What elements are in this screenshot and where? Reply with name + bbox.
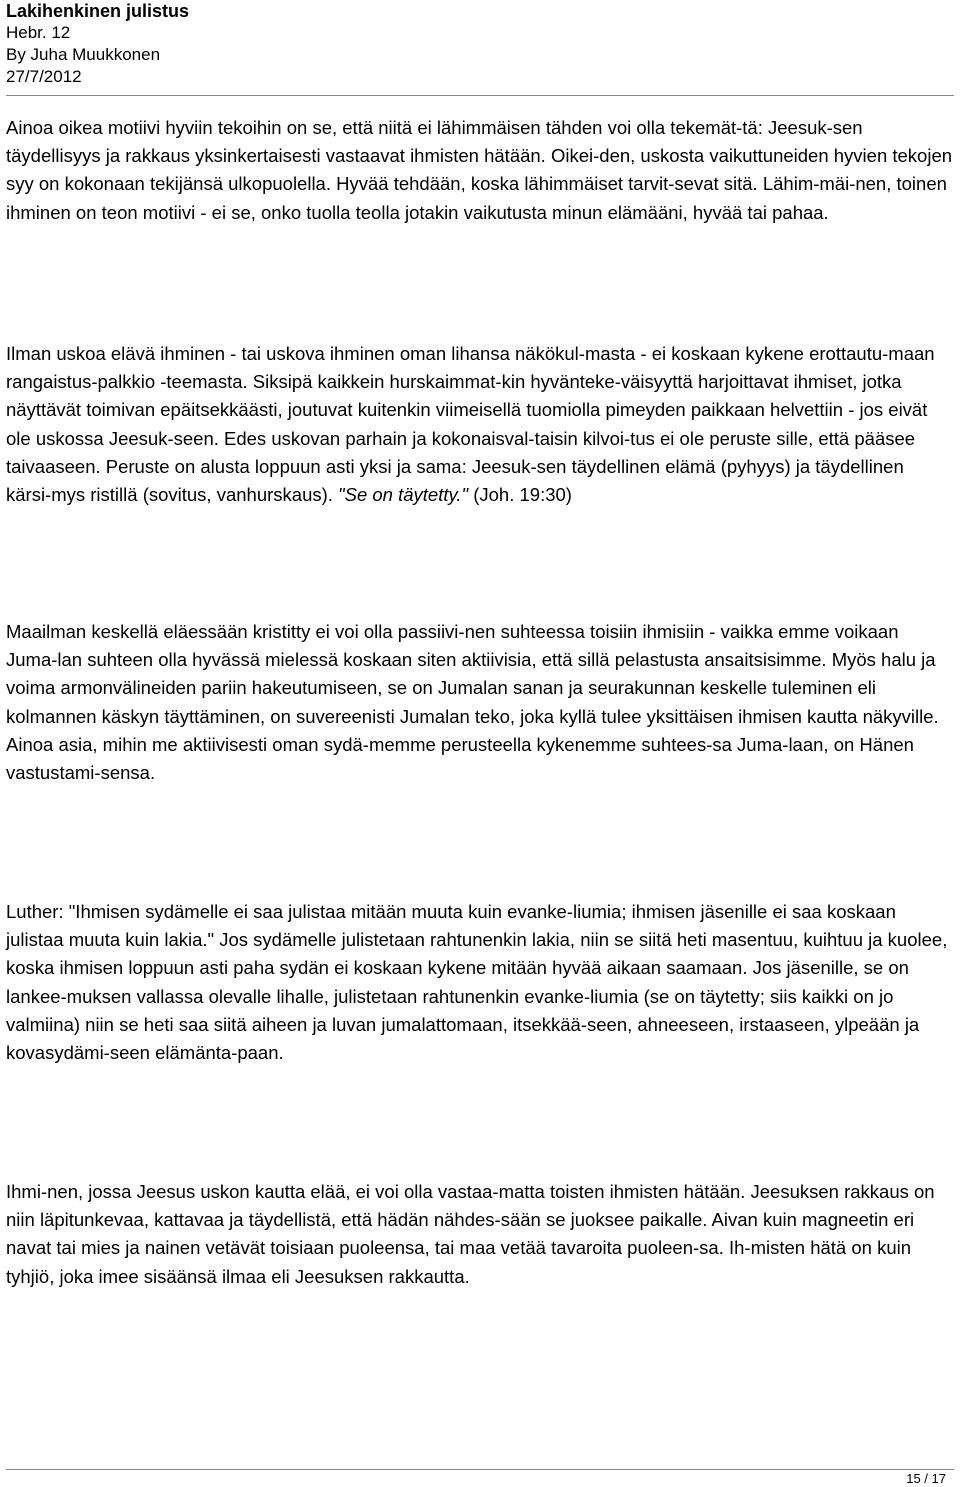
paragraph-text: (Joh. 19:30) — [468, 484, 572, 506]
author-line: By Juha Muukkonen — [6, 45, 161, 64]
paragraph: Ainoa oikea motiivi hyviin tekoihin on se, että niitä ei lähimmäisen tähden voi olla tekemät-tä: Jeesuk-sen täydellisyys ja rakkaus yksinkertaisesti vastaavat ihmisten hätään. Oikei-den, uskosta vaikuttuneiden hyvien tekojen syy on kokonaan tekijänsä ulkopuolella. Hyvää tehdään, koska lähimmäiset tarvit-sevat sitä. Lähim-mäi-nen, toinen ihminen on teon motiivi - ei se, onko tuolla teolla jotakin vaikutusta minun elämääni, hyvää tai pahaa. — [6, 117, 953, 223]
publish-date: 27/7/2012 — [6, 67, 82, 86]
paragraph: Ihmi-nen, jossa Jeesus uskon kautta elää, ei voi olla vastaa-matta toisten ihmisten hätään. Jeesuksen rakkaus on niin läpitunkevaa, kattavaa ja täydellistä, että hädän nähdes-sään se juoksee paikalle. Aivan kuin magneetin eri navat tai mies ja nainen vetävät toisiaan puoleensa, tai maa vetää tavaroita puoleen-sa. Ih-misten hätä on kuin tyhjiö, joka imee sisäänsä ilmaa eli Jeesuksen rakkautta. — [6, 1181, 935, 1287]
page-number: 15 / 17 — [906, 1471, 946, 1486]
paragraph: Maailman keskellä eläessään kristitty ei voi olla passiivi-nen suhteessa toisiin ihmisiin - vaikka emme voikaan Juma-lan suhteen olla hyvässä mielessä koskaan siten aktiivisia, että sillä pelastusta ansaitsisimme. Myös halu ja voima armonvälineiden pariin hakeutumiseen, se on Jumalan sanan ja seurakunnan keskelle tuleminen eli kolmannen käskyn täyttäminen, on suvereenisti Jumalan teko, joka kyllä tulee yksittäisen ihmisen kautta näkyville. Ainoa asia, mihin me aktiivisesti oman sydä-memme perusteella kykenemme suhtees-sa Juma-laan, on Hänen vastustami-sensa. — [6, 621, 939, 784]
document-header — [6, 0, 954, 88]
paragraph-text: Ilman uskoa elävä ihminen - tai uskova ihminen oman lihansa näkökul-masta - ei koskaan kykene erottautu-maan rangaistus-palkkio -teemasta. Siksipä kaikkein hurskaimmat-kin hyvänteke-väisyyttä harjoittavat ihmiset, jotka näyttävät toimivan epäitsekkäästi, joutuvat kuitenkin viimeisellä tuomiolla pimeyden paikkaan helvettiin - jos eivät ole uskossa Jeesuk-seen. Edes uskovan parhain ja kokonaisval-taisin kilvoi-tus ei ole peruste sille, että pääsee taivaaseen. Peruste on alusta loppuun asti yksi ja sama: Jeesuk-sen täydellinen elämä (pyhyys) ja täydellinen kärsi-mys ristillä (sovitus, vanhurskaus). — [6, 343, 935, 506]
header-divider — [6, 95, 954, 96]
paragraph: Luther: "Ihmisen sydämelle ei saa julistaa mitään muuta kuin evanke-liumia; ihmisen jäsenille ei saa koskaan julistaa muuta kuin lakia." Jos sydämelle julistetaan rahtunenkin lakia, niin se siitä heti masentuu, kuihtuu ja kuolee, koska ihmisen loppuun asti paha sydän ei koskaan kykene mitään hyvää aikaan saamaan. Jos jäsenille, se on lankee-muksen vallassa olevalle lihalle, julistetaan rahtunenkin evanke-liumia (se on täytetty; siis kaikki on jo valmiina) niin se heti saa siitä aiheen ja luvan jumalattomaan, itsekkää-seen, ahneeseen, irstaaseen, ylpeään ja kovasydämi-seen elämänta-paan. — [6, 901, 948, 1064]
paragraph — [6, 340, 954, 509]
scripture-reference: Hebr. 12 — [6, 23, 71, 42]
footer-divider — [6, 1469, 954, 1470]
italic-quote: "Se on täytetty." — [338, 484, 469, 506]
document-title: Lakihenkinen julistus — [6, 1, 190, 21]
